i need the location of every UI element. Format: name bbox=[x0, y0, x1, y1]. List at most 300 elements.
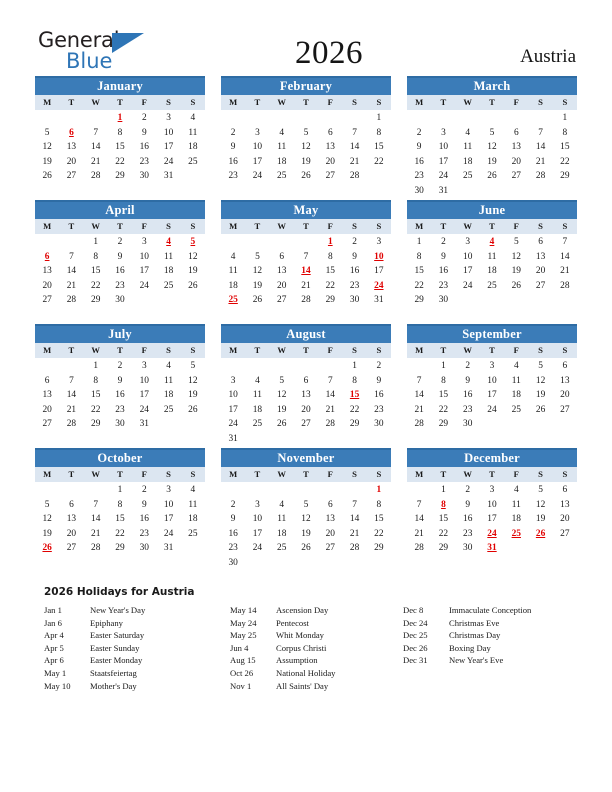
day-cell[interactable]: 4 bbox=[190, 485, 196, 495]
day-cell[interactable]: 2 bbox=[441, 237, 446, 247]
day-cell[interactable]: 27 bbox=[560, 404, 570, 415]
day-cell-holiday[interactable]: 1 bbox=[117, 113, 123, 123]
day-cell[interactable]: 15 bbox=[414, 266, 424, 277]
day-cell[interactable]: 2 bbox=[465, 485, 471, 495]
day-cell[interactable]: 21 bbox=[66, 280, 77, 291]
day-cell[interactable]: 9 bbox=[465, 375, 471, 386]
day-cell[interactable]: 10 bbox=[438, 142, 449, 153]
day-cell[interactable]: 11 bbox=[252, 390, 262, 401]
day-cell[interactable]: 24 bbox=[252, 543, 263, 554]
day-cell[interactable]: 18 bbox=[511, 514, 521, 525]
day-cell[interactable]: 15 bbox=[438, 390, 449, 401]
day-cell[interactable]: 5 bbox=[255, 251, 260, 262]
day-cell[interactable]: 29 bbox=[560, 171, 570, 182]
day-cell[interactable]: 13 bbox=[560, 375, 570, 386]
day-cell[interactable]: 3 bbox=[489, 485, 495, 495]
day-cell-holiday[interactable]: 8 bbox=[441, 499, 446, 510]
day-cell[interactable]: 12 bbox=[301, 142, 311, 153]
day-cell[interactable]: 26 bbox=[188, 404, 198, 415]
day-cell-holiday[interactable]: 1 bbox=[376, 485, 382, 495]
day-cell[interactable]: 16 bbox=[139, 142, 149, 153]
day-cell[interactable]: 3 bbox=[141, 237, 147, 247]
day-cell[interactable]: 7 bbox=[93, 127, 99, 138]
day-cell[interactable]: 29 bbox=[349, 419, 360, 430]
day-cell[interactable]: 14 bbox=[535, 142, 546, 153]
day-cell[interactable]: 10 bbox=[163, 127, 174, 138]
day-cell[interactable]: 6 bbox=[538, 237, 543, 247]
day-cell[interactable]: 6 bbox=[69, 499, 74, 510]
day-cell[interactable]: 14 bbox=[414, 514, 424, 525]
day-cell[interactable]: 15 bbox=[560, 142, 570, 153]
day-cell[interactable]: 3 bbox=[141, 361, 147, 371]
day-cell[interactable]: 20 bbox=[560, 390, 570, 401]
day-cell[interactable]: 26 bbox=[535, 404, 546, 415]
day-cell[interactable]: 22 bbox=[325, 280, 335, 291]
day-cell[interactable]: 17 bbox=[228, 404, 238, 415]
day-cell[interactable]: 22 bbox=[438, 528, 449, 539]
day-cell[interactable]: 19 bbox=[277, 404, 287, 415]
day-cell-holiday[interactable]: 26 bbox=[535, 528, 546, 539]
day-cell[interactable]: 15 bbox=[438, 514, 449, 525]
day-cell[interactable]: 22 bbox=[349, 404, 360, 415]
day-cell[interactable]: 20 bbox=[277, 280, 287, 291]
day-cell[interactable]: 19 bbox=[188, 390, 198, 401]
day-cell-holiday[interactable]: 24 bbox=[487, 528, 497, 539]
day-cell[interactable]: 17 bbox=[463, 266, 473, 277]
day-cell[interactable]: 6 bbox=[562, 361, 568, 371]
day-cell[interactable]: 2 bbox=[230, 499, 236, 510]
day-cell[interactable]: 4 bbox=[190, 113, 196, 123]
day-cell[interactable]: 14 bbox=[91, 142, 101, 153]
day-cell[interactable]: 19 bbox=[42, 156, 52, 167]
day-cell[interactable]: 23 bbox=[349, 280, 360, 291]
day-cell[interactable]: 10 bbox=[139, 251, 149, 262]
day-cell[interactable]: 30 bbox=[463, 543, 473, 554]
day-cell[interactable]: 20 bbox=[66, 528, 77, 539]
day-cell[interactable]: 8 bbox=[376, 499, 382, 510]
day-cell[interactable]: 14 bbox=[560, 251, 570, 262]
day-cell[interactable]: 21 bbox=[349, 156, 360, 167]
day-cell[interactable]: 10 bbox=[487, 375, 497, 386]
day-cell[interactable]: 4 bbox=[465, 127, 471, 138]
day-cell[interactable]: 23 bbox=[139, 156, 149, 167]
day-cell[interactable]: 18 bbox=[163, 266, 174, 277]
day-cell[interactable]: 25 bbox=[188, 156, 198, 167]
day-cell[interactable]: 25 bbox=[163, 404, 174, 415]
day-cell[interactable]: 15 bbox=[115, 142, 125, 153]
day-cell[interactable]: 4 bbox=[230, 251, 236, 262]
day-cell[interactable]: 7 bbox=[69, 251, 74, 262]
day-cell[interactable]: 14 bbox=[66, 266, 77, 277]
day-cell[interactable]: 15 bbox=[325, 266, 335, 277]
day-cell[interactable]: 10 bbox=[139, 375, 149, 386]
day-cell[interactable]: 13 bbox=[66, 142, 77, 153]
day-cell[interactable]: 27 bbox=[325, 543, 335, 554]
day-cell[interactable]: 30 bbox=[349, 295, 360, 306]
day-cell[interactable]: 19 bbox=[301, 528, 311, 539]
day-cell[interactable]: 16 bbox=[438, 266, 449, 277]
day-cell[interactable]: 19 bbox=[188, 266, 198, 277]
day-cell[interactable]: 27 bbox=[66, 171, 77, 182]
day-cell[interactable]: 31 bbox=[228, 433, 238, 444]
day-cell[interactable]: 12 bbox=[277, 390, 287, 401]
day-cell[interactable]: 21 bbox=[414, 528, 424, 539]
day-cell[interactable]: 27 bbox=[66, 543, 77, 554]
day-cell[interactable]: 4 bbox=[513, 485, 519, 495]
day-cell[interactable]: 18 bbox=[463, 156, 473, 167]
day-cell[interactable]: 8 bbox=[93, 375, 99, 386]
day-cell[interactable]: 1 bbox=[441, 485, 446, 495]
day-cell[interactable]: 4 bbox=[513, 361, 519, 371]
day-cell[interactable]: 2 bbox=[141, 485, 147, 495]
day-cell[interactable]: 20 bbox=[560, 514, 570, 525]
day-cell[interactable]: 24 bbox=[139, 404, 149, 415]
day-cell[interactable]: 22 bbox=[560, 156, 570, 167]
day-cell[interactable]: 26 bbox=[511, 280, 521, 291]
day-cell-holiday[interactable]: 6 bbox=[44, 251, 50, 262]
day-cell[interactable]: 22 bbox=[115, 528, 125, 539]
day-cell[interactable]: 11 bbox=[188, 127, 198, 138]
day-cell-holiday[interactable]: 25 bbox=[511, 528, 521, 539]
day-cell[interactable]: 5 bbox=[44, 127, 50, 138]
day-cell[interactable]: 2 bbox=[416, 127, 422, 138]
day-cell[interactable]: 16 bbox=[139, 514, 149, 525]
day-cell[interactable]: 16 bbox=[374, 390, 384, 401]
day-cell[interactable]: 20 bbox=[325, 528, 335, 539]
day-cell[interactable]: 21 bbox=[301, 280, 311, 291]
day-cell[interactable]: 1 bbox=[93, 361, 99, 371]
day-cell-holiday[interactable]: 15 bbox=[349, 390, 360, 401]
day-cell[interactable]: 8 bbox=[327, 251, 333, 262]
day-cell-holiday[interactable]: 6 bbox=[69, 127, 74, 138]
day-cell[interactable]: 29 bbox=[414, 295, 424, 306]
day-cell[interactable]: 9 bbox=[376, 375, 382, 386]
day-cell[interactable]: 25 bbox=[163, 280, 174, 291]
day-cell[interactable]: 6 bbox=[327, 127, 333, 138]
day-cell[interactable]: 15 bbox=[91, 266, 101, 277]
day-cell[interactable]: 11 bbox=[487, 251, 497, 262]
day-cell[interactable]: 18 bbox=[511, 390, 521, 401]
day-cell[interactable]: 27 bbox=[301, 419, 311, 430]
day-cell[interactable]: 1 bbox=[376, 113, 382, 123]
day-cell[interactable]: 22 bbox=[91, 280, 101, 291]
day-cell[interactable]: 28 bbox=[91, 543, 101, 554]
day-cell[interactable]: 2 bbox=[117, 361, 123, 371]
day-cell[interactable]: 24 bbox=[463, 280, 473, 291]
day-cell[interactable]: 10 bbox=[228, 390, 238, 401]
day-cell[interactable]: 25 bbox=[277, 543, 287, 554]
day-cell[interactable]: 29 bbox=[115, 171, 125, 182]
day-cell[interactable]: 26 bbox=[277, 419, 287, 430]
day-cell[interactable]: 11 bbox=[511, 499, 521, 510]
day-cell[interactable]: 5 bbox=[538, 485, 543, 495]
day-cell[interactable]: 6 bbox=[303, 375, 309, 386]
day-cell[interactable]: 7 bbox=[352, 127, 357, 138]
day-cell[interactable]: 7 bbox=[538, 127, 543, 138]
day-cell[interactable]: 18 bbox=[188, 142, 198, 153]
day-cell-holiday[interactable]: 1 bbox=[327, 237, 333, 247]
day-cell[interactable]: 4 bbox=[279, 499, 285, 510]
day-cell[interactable]: 26 bbox=[188, 280, 198, 291]
day-cell[interactable]: 29 bbox=[91, 419, 101, 430]
day-cell[interactable]: 30 bbox=[139, 543, 149, 554]
day-cell[interactable]: 7 bbox=[93, 499, 99, 510]
day-cell[interactable]: 28 bbox=[325, 419, 335, 430]
day-cell[interactable]: 27 bbox=[511, 171, 521, 182]
day-cell[interactable]: 22 bbox=[414, 280, 424, 291]
day-cell[interactable]: 11 bbox=[188, 499, 198, 510]
day-cell-holiday[interactable]: 4 bbox=[166, 237, 171, 247]
day-cell[interactable]: 17 bbox=[487, 390, 497, 401]
day-cell[interactable]: 7 bbox=[352, 499, 357, 510]
general-blue-logo[interactable] bbox=[38, 28, 156, 72]
day-cell[interactable]: 21 bbox=[414, 404, 424, 415]
day-cell[interactable]: 21 bbox=[91, 156, 101, 167]
day-cell[interactable]: 24 bbox=[487, 404, 497, 415]
day-cell[interactable]: 18 bbox=[277, 156, 287, 167]
day-cell[interactable]: 3 bbox=[166, 113, 171, 123]
day-cell[interactable]: 28 bbox=[560, 280, 570, 291]
day-cell[interactable]: 13 bbox=[42, 390, 52, 401]
day-cell[interactable]: 18 bbox=[487, 266, 497, 277]
day-cell[interactable]: 4 bbox=[255, 375, 260, 386]
day-cell[interactable]: 28 bbox=[349, 543, 360, 554]
day-cell[interactable]: 3 bbox=[255, 127, 260, 138]
day-cell[interactable]: 3 bbox=[465, 237, 471, 247]
day-cell[interactable]: 26 bbox=[487, 171, 497, 182]
day-cell-holiday[interactable]: 25 bbox=[228, 295, 238, 306]
day-cell[interactable]: 3 bbox=[230, 375, 236, 386]
day-cell[interactable]: 3 bbox=[255, 499, 260, 510]
day-cell[interactable]: 7 bbox=[327, 375, 333, 386]
day-cell[interactable]: 30 bbox=[139, 171, 149, 182]
day-cell[interactable]: 4 bbox=[166, 361, 171, 371]
day-cell[interactable]: 7 bbox=[416, 499, 422, 510]
day-cell[interactable]: 17 bbox=[163, 142, 174, 153]
day-cell[interactable]: 17 bbox=[163, 514, 174, 525]
day-cell[interactable]: 30 bbox=[438, 295, 449, 306]
day-cell[interactable]: 2 bbox=[352, 237, 357, 247]
day-cell[interactable]: 25 bbox=[188, 528, 198, 539]
day-cell[interactable]: 9 bbox=[141, 499, 147, 510]
day-cell[interactable]: 14 bbox=[66, 390, 77, 401]
day-cell[interactable]: 8 bbox=[441, 375, 446, 386]
day-cell[interactable]: 26 bbox=[42, 171, 52, 182]
day-cell[interactable]: 13 bbox=[277, 266, 287, 277]
day-cell[interactable]: 12 bbox=[487, 142, 497, 153]
day-cell[interactable]: 9 bbox=[117, 375, 123, 386]
day-cell[interactable]: 25 bbox=[463, 171, 473, 182]
day-cell[interactable]: 17 bbox=[252, 156, 263, 167]
day-cell[interactable]: 18 bbox=[228, 280, 238, 291]
day-cell[interactable]: 31 bbox=[163, 171, 174, 182]
day-cell[interactable]: 13 bbox=[325, 514, 335, 525]
day-cell[interactable]: 1 bbox=[562, 113, 568, 123]
day-cell-holiday[interactable]: 5 bbox=[190, 237, 196, 247]
day-cell[interactable]: 2 bbox=[230, 127, 236, 138]
day-cell[interactable]: 22 bbox=[91, 404, 101, 415]
day-cell[interactable]: 23 bbox=[414, 171, 424, 182]
day-cell[interactable]: 28 bbox=[91, 171, 101, 182]
day-cell[interactable]: 10 bbox=[163, 499, 174, 510]
day-cell[interactable]: 25 bbox=[277, 171, 287, 182]
day-cell[interactable]: 30 bbox=[374, 419, 384, 430]
day-cell[interactable]: 22 bbox=[438, 404, 449, 415]
day-cell-holiday[interactable]: 4 bbox=[489, 237, 495, 247]
day-cell[interactable]: 21 bbox=[91, 528, 101, 539]
day-cell[interactable]: 14 bbox=[91, 514, 101, 525]
day-cell[interactable]: 15 bbox=[91, 390, 101, 401]
day-cell[interactable]: 23 bbox=[228, 543, 238, 554]
day-cell[interactable]: 9 bbox=[352, 251, 357, 262]
day-cell[interactable]: 1 bbox=[117, 485, 123, 495]
day-cell[interactable]: 11 bbox=[228, 266, 238, 277]
day-cell[interactable]: 20 bbox=[42, 404, 52, 415]
day-cell[interactable]: 1 bbox=[93, 237, 99, 247]
day-cell[interactable]: 12 bbox=[42, 142, 52, 153]
day-cell[interactable]: 20 bbox=[301, 404, 311, 415]
day-cell[interactable]: 5 bbox=[513, 237, 519, 247]
day-cell[interactable]: 16 bbox=[463, 390, 473, 401]
day-cell[interactable]: 30 bbox=[115, 419, 125, 430]
day-cell[interactable]: 25 bbox=[487, 280, 497, 291]
day-cell[interactable]: 6 bbox=[327, 499, 333, 510]
day-cell[interactable]: 28 bbox=[414, 419, 424, 430]
day-cell[interactable]: 6 bbox=[44, 375, 50, 386]
day-cell[interactable]: 1 bbox=[352, 361, 357, 371]
day-cell[interactable]: 8 bbox=[117, 499, 123, 510]
day-cell[interactable]: 5 bbox=[44, 499, 50, 510]
day-cell-holiday[interactable]: 10 bbox=[374, 251, 384, 262]
day-cell[interactable]: 20 bbox=[535, 266, 546, 277]
day-cell[interactable]: 11 bbox=[511, 375, 521, 386]
day-cell[interactable]: 20 bbox=[511, 156, 521, 167]
day-cell[interactable]: 16 bbox=[349, 266, 360, 277]
day-cell[interactable]: 27 bbox=[42, 295, 52, 306]
day-cell[interactable]: 27 bbox=[325, 171, 335, 182]
day-cell[interactable]: 14 bbox=[325, 390, 335, 401]
day-cell[interactable]: 4 bbox=[279, 127, 285, 138]
day-cell[interactable]: 12 bbox=[535, 499, 546, 510]
day-cell[interactable]: 24 bbox=[139, 280, 149, 291]
day-cell[interactable]: 16 bbox=[228, 156, 238, 167]
day-cell[interactable]: 19 bbox=[301, 156, 311, 167]
day-cell[interactable]: 20 bbox=[66, 156, 77, 167]
day-cell[interactable]: 30 bbox=[115, 295, 125, 306]
day-cell[interactable]: 14 bbox=[414, 390, 424, 401]
day-cell[interactable]: 28 bbox=[535, 171, 546, 182]
day-cell[interactable]: 29 bbox=[438, 419, 449, 430]
day-cell[interactable]: 31 bbox=[438, 185, 449, 196]
day-cell[interactable]: 24 bbox=[228, 419, 238, 430]
day-cell[interactable]: 23 bbox=[228, 171, 238, 182]
day-cell[interactable]: 10 bbox=[252, 142, 263, 153]
day-cell[interactable]: 3 bbox=[489, 361, 495, 371]
day-cell[interactable]: 5 bbox=[538, 361, 543, 371]
day-cell[interactable]: 8 bbox=[376, 127, 382, 138]
day-cell[interactable]: 20 bbox=[325, 156, 335, 167]
day-cell[interactable]: 6 bbox=[562, 485, 568, 495]
day-cell[interactable]: 21 bbox=[535, 156, 546, 167]
day-cell[interactable]: 12 bbox=[188, 251, 198, 262]
day-cell[interactable]: 1 bbox=[416, 237, 422, 247]
day-cell[interactable]: 13 bbox=[301, 390, 311, 401]
day-cell[interactable]: 21 bbox=[325, 404, 335, 415]
day-cell[interactable]: 11 bbox=[164, 375, 174, 386]
day-cell[interactable]: 15 bbox=[115, 514, 125, 525]
day-cell[interactable]: 16 bbox=[115, 266, 125, 277]
day-cell[interactable]: 31 bbox=[163, 543, 174, 554]
day-cell[interactable]: 13 bbox=[560, 499, 570, 510]
day-cell[interactable]: 23 bbox=[463, 528, 473, 539]
day-cell[interactable]: 28 bbox=[66, 419, 77, 430]
day-cell[interactable]: 19 bbox=[252, 280, 263, 291]
day-cell[interactable]: 13 bbox=[511, 142, 521, 153]
day-cell[interactable]: 17 bbox=[139, 266, 149, 277]
day-cell[interactable]: 26 bbox=[301, 171, 311, 182]
day-cell[interactable]: 3 bbox=[376, 237, 382, 247]
day-cell[interactable]: 28 bbox=[301, 295, 311, 306]
day-cell[interactable]: 13 bbox=[42, 266, 52, 277]
day-cell[interactable]: 7 bbox=[416, 375, 422, 386]
day-cell[interactable]: 23 bbox=[115, 404, 125, 415]
day-cell[interactable]: 16 bbox=[228, 528, 238, 539]
day-cell[interactable]: 11 bbox=[277, 142, 287, 153]
day-cell[interactable]: 29 bbox=[374, 543, 384, 554]
day-cell[interactable]: 9 bbox=[441, 251, 446, 262]
day-cell[interactable]: 28 bbox=[349, 171, 360, 182]
day-cell[interactable]: 19 bbox=[42, 528, 52, 539]
day-cell[interactable]: 7 bbox=[303, 251, 309, 262]
day-cell[interactable]: 10 bbox=[487, 499, 497, 510]
day-cell[interactable]: 24 bbox=[163, 528, 174, 539]
day-cell[interactable]: 17 bbox=[374, 266, 384, 277]
day-cell[interactable]: 19 bbox=[511, 266, 521, 277]
day-cell[interactable]: 22 bbox=[115, 156, 125, 167]
day-cell[interactable]: 8 bbox=[416, 251, 422, 262]
day-cell[interactable]: 9 bbox=[416, 142, 422, 153]
day-cell[interactable]: 18 bbox=[252, 404, 263, 415]
day-cell[interactable]: 27 bbox=[42, 419, 52, 430]
day-cell[interactable]: 20 bbox=[42, 280, 52, 291]
day-cell[interactable]: 7 bbox=[69, 375, 74, 386]
day-cell[interactable]: 27 bbox=[535, 280, 546, 291]
day-cell[interactable]: 10 bbox=[252, 514, 263, 525]
day-cell[interactable]: 14 bbox=[349, 514, 360, 525]
day-cell[interactable]: 11 bbox=[164, 251, 174, 262]
day-cell[interactable]: 1 bbox=[441, 361, 446, 371]
day-cell[interactable]: 5 bbox=[279, 375, 285, 386]
day-cell[interactable]: 8 bbox=[117, 127, 123, 138]
day-cell[interactable]: 17 bbox=[438, 156, 449, 167]
day-cell[interactable]: 24 bbox=[163, 156, 174, 167]
day-cell[interactable]: 23 bbox=[438, 280, 449, 291]
day-cell[interactable]: 22 bbox=[374, 528, 384, 539]
day-cell[interactable]: 29 bbox=[91, 295, 101, 306]
day-cell[interactable]: 18 bbox=[188, 514, 198, 525]
day-cell[interactable]: 28 bbox=[414, 543, 424, 554]
day-cell[interactable]: 5 bbox=[190, 361, 196, 371]
day-cell[interactable]: 2 bbox=[141, 113, 147, 123]
day-cell[interactable]: 2 bbox=[376, 361, 382, 371]
day-cell[interactable]: 24 bbox=[438, 171, 449, 182]
day-cell[interactable]: 25 bbox=[252, 419, 263, 430]
day-cell[interactable]: 28 bbox=[66, 295, 77, 306]
day-cell[interactable]: 6 bbox=[513, 127, 519, 138]
day-cell[interactable]: 21 bbox=[66, 404, 77, 415]
day-cell[interactable]: 16 bbox=[414, 156, 424, 167]
day-cell[interactable]: 12 bbox=[535, 375, 546, 386]
